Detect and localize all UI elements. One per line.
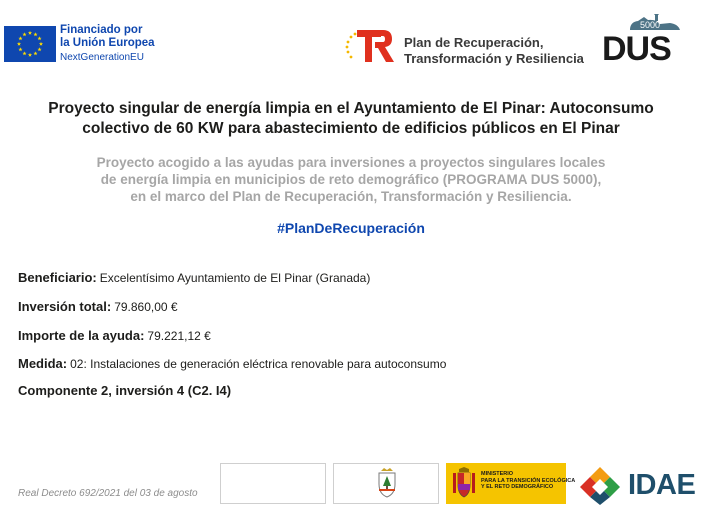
- ministry-line-2: PARA LA TRANSICIÓN ECOLÓGICA: [481, 477, 576, 484]
- dus-wordmark: DUS: [602, 30, 671, 68]
- project-subtitle: [20, 154, 682, 205]
- empty-logo-box: [220, 463, 326, 504]
- field-value: 02: Instalaciones de generación eléctrica renovable para autoconsumo: [70, 357, 447, 371]
- eu-line-2: la Unión Europea: [60, 37, 155, 49]
- field-importe-ayuda: [18, 327, 211, 345]
- spain-coat-of-arms-icon: [451, 467, 477, 499]
- eu-flag-icon: [4, 26, 56, 62]
- field-label: Beneficiario:: [18, 270, 97, 285]
- title-line-1: Proyecto singular de energía limpia en el Ayuntamiento de El Pinar: Autoconsumo: [48, 100, 654, 117]
- subtitle-line-2: de energía limpia en municipios de reto demográfico (PROGRAMA DUS 5000),: [100, 172, 602, 187]
- field-label: Componente 2, inversión 4 (C2. I4): [18, 383, 232, 398]
- prtr-line-2: Transformación y Resiliencia: [404, 51, 584, 66]
- field-beneficiario: [18, 269, 370, 287]
- ministry-name: [481, 471, 576, 491]
- eu-line-3: NextGenerationEU: [60, 52, 144, 63]
- field-inversion-total: [18, 298, 178, 316]
- field-label: Inversión total:: [18, 299, 112, 314]
- eu-line-1: Financiado por: [60, 24, 143, 36]
- field-value: 79.860,00 €: [114, 300, 178, 314]
- idae-logo-mark: [578, 465, 622, 505]
- prtr-label: [404, 35, 584, 67]
- prtr-line-1: Plan de Recuperación,: [404, 35, 544, 50]
- field-label: Medida:: [18, 356, 68, 371]
- ministry-line-1: MINISTERIO: [481, 471, 514, 477]
- field-value: Excelentísimo Ayuntamiento de El Pinar (Granada): [99, 271, 371, 285]
- dus-number: 5000: [640, 20, 661, 30]
- prtr-logo-icon: [343, 26, 395, 64]
- idae-wordmark: IDAE: [628, 469, 696, 501]
- subtitle-line-3: en el marco del Plan de Recuperación, Transformación y Resiliencia.: [130, 189, 572, 204]
- field-label: Importe de la ayuda:: [18, 328, 145, 343]
- hashtag: #PlanDeRecuperación: [277, 220, 425, 236]
- eu-funding-label: [60, 24, 155, 64]
- project-title: [20, 99, 682, 139]
- title-line-2: colectivo de 60 KW para abastecimiento de edificios públicos en El Pinar: [82, 120, 620, 137]
- field-value: 79.221,12 €: [147, 329, 211, 343]
- subtitle-line-1: Proyecto acogido a las ayudas para inversiones a proyectos singulares locales: [96, 155, 606, 170]
- field-componente: [18, 382, 231, 400]
- royal-decree-reference: Real Decreto 692/2021 del 03 de agosto: [18, 488, 198, 499]
- field-medida: [18, 355, 446, 373]
- ministry-line-3: Y EL RETO DEMOGRÁFICO: [481, 484, 554, 491]
- el-pinar-coat-of-arms-icon: [376, 468, 398, 498]
